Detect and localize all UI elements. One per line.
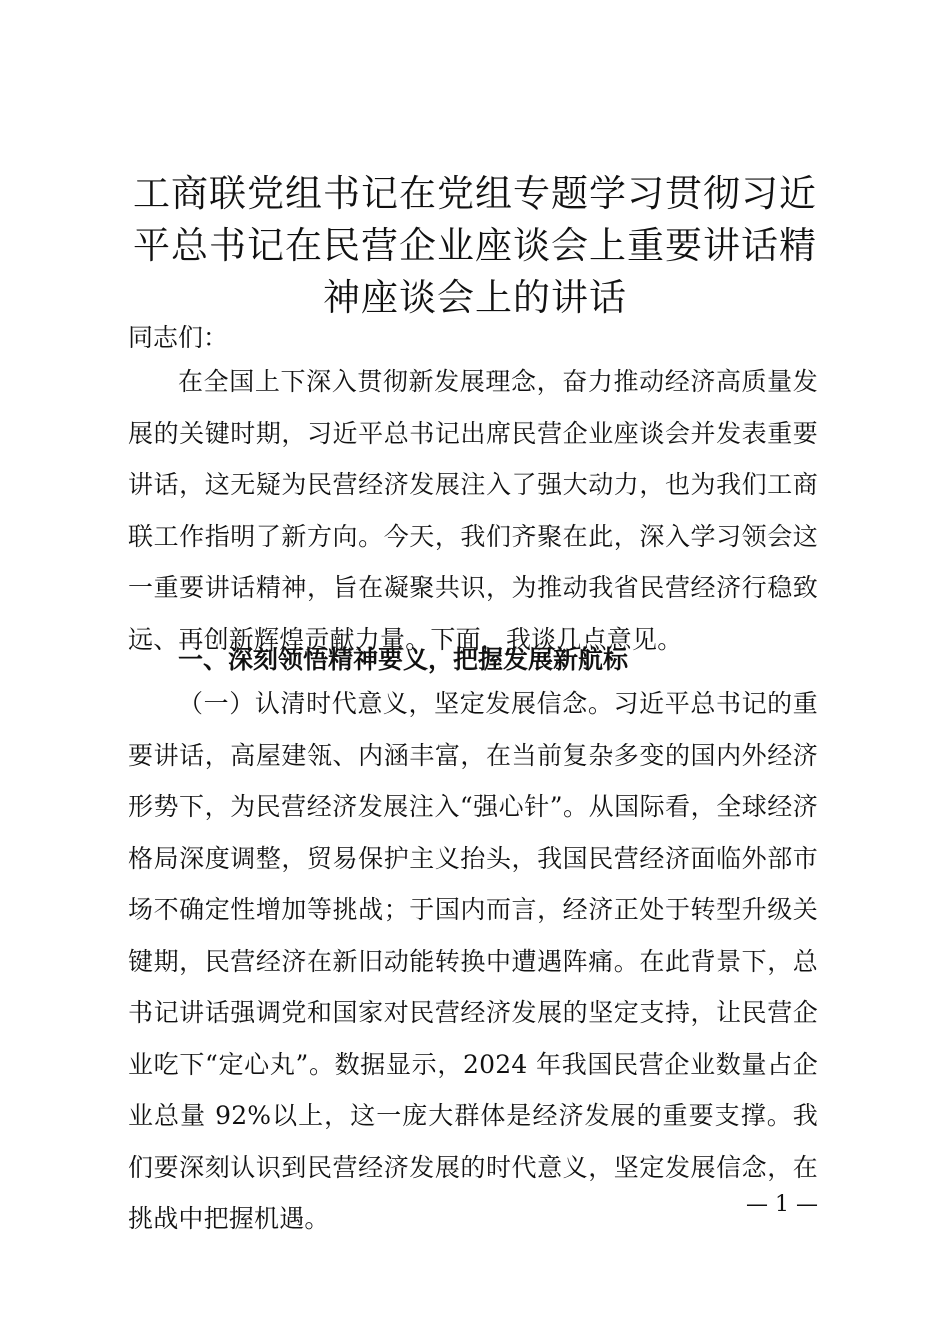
- section-heading-1: 一、深刻领悟精神要义，把握发展新航标: [178, 645, 629, 674]
- greeting: 同志们：: [128, 323, 229, 352]
- page-number: — 1 —: [746, 1192, 818, 1217]
- subsection-body: 习近平总书记的重要讲话，高屋建瓴、内涵丰富，在当前复杂多变的国内外经济形势下，为民营经济发展注入“强心针”。从国际看，全球经济格局深度调整，贸易保护主义抬头，我国民营经济面临外部市场不确定性增加等挑战；于国内而言，经济正处于转型升级关键期，民营经济在新旧动能转换中遭遇阵痛。在此背景下，总书记讲话强调党和国家对民营经济发展的坚定支持，让民营企业吃下“定心丸”。数据显示，2024 年我国民营企业数量占企业总量 92%以上，这一庞大群体是经济发展的重要支撑。我们要深刻认识到民营经济发展的时代意义，坚定发展信念，在挑战中把握机遇。: [128, 689, 818, 1233]
- document-title: 工商联党组书记在党组专题学习贯彻习近平总书记在民营企业座谈会上重要讲话精神座谈会上的讲话: [133, 172, 817, 319]
- paragraph-section-1-1: [128, 678, 818, 1245]
- paragraph-intro: 在全国上下深入贯彻新发展理念，奋力推动经济高质量发展的关键时期，习近平总书记出席民营企业座谈会并发表重要讲话，这无疑为民营经济发展注入了强大动力，也为我们工商联工作指明了新方向。今天，我们齐聚在此，深入学习领会这一重要讲话精神，旨在凝聚共识，为推动我省民营经济行稳致远、再创新辉煌贡献力量。下面，我谈几点意见。: [128, 367, 818, 654]
- subsection-lead: （一）认清时代意义，坚定发展信念。: [178, 689, 614, 718]
